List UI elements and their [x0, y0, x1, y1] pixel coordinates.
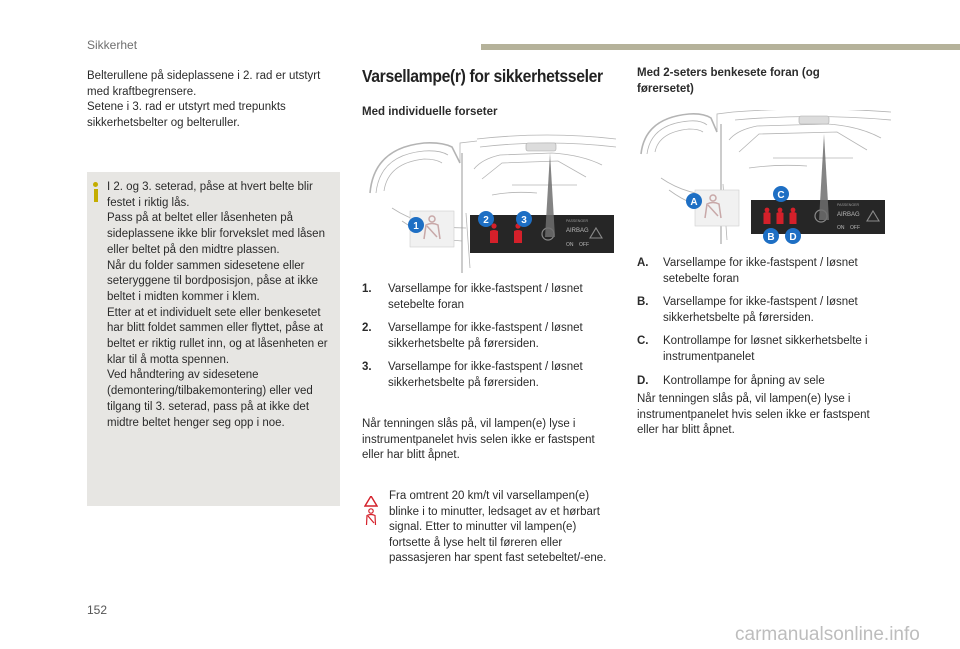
- marker-A-label: A: [690, 197, 698, 208]
- info-text: [107, 180, 339, 431]
- list-item: [362, 321, 607, 352]
- lamp-list-bench: [637, 256, 885, 397]
- intro-line-1: Belterullene på sideplassene i 2. rad er utstyrt med kraftbegrensere.: [87, 70, 321, 98]
- item-text: Kontrollampe for åpning av sele: [663, 374, 825, 387]
- marker-2-label: 2: [483, 215, 489, 226]
- subtitle-bench-seat: Med 2-seters benkesete foran (og førersetet): [637, 67, 820, 95]
- page-number: 152: [87, 603, 108, 617]
- panel-airbag-label: AIRBAG: [837, 212, 860, 218]
- info-line-5: Ved håndtering av sidesetene (demontering/tilbakemontering) eller ved tilgang til 3. seterad, pass på at ikke det midtre beltet henger seg opp i noe.: [107, 369, 313, 429]
- item-letter: A.: [637, 257, 649, 269]
- lamp-list-individual: [362, 282, 607, 400]
- header-accent-bar: [481, 44, 960, 50]
- dashboard-illustration: [362, 133, 616, 273]
- marker-D-label: D: [789, 232, 797, 243]
- panel-airbag-label: AIRBAG: [566, 228, 589, 234]
- item-letter: D.: [637, 374, 649, 387]
- section-title: Varsellampe(r) for sikkerhetsseler: [362, 66, 603, 86]
- panel-on-label: ON: [566, 242, 574, 248]
- item-text: Varsellampe for ikke-fastspent / løsnet setebelte foran: [663, 257, 858, 285]
- panel-on-label: ON: [837, 225, 845, 231]
- marker-3-label: 3: [521, 215, 527, 226]
- watermark: carmanualsonline.info: [735, 624, 920, 645]
- intro-text: [87, 69, 337, 131]
- item-text: Varsellampe for ikke-fastspent / løsnet sikkerhetsbelte på førersiden.: [388, 322, 583, 350]
- dashboard-figure-bench: [637, 110, 891, 244]
- item-text: Varsellampe for ikke-fastspent / løsnet setebelte foran: [388, 283, 583, 311]
- item-number: 1.: [362, 283, 372, 295]
- info-line-3: Når du folder sammen sidesetene eller seteryggene til bordposisjon, påse at ikke beltet i midten kommer i klem.: [107, 259, 318, 303]
- list-item: [362, 360, 607, 391]
- dashboard-illustration: [637, 110, 891, 244]
- intro-line-2: Setene i 3. rad er utstyrt med trepunkts sikkerhetsbelter og belteruller.: [87, 101, 286, 129]
- section-label: Sikkerhet: [87, 38, 138, 52]
- panel-off-label: OFF: [850, 225, 860, 231]
- seatbelt-warning-lights: [764, 208, 797, 224]
- list-item: [637, 334, 885, 365]
- list-item: [362, 282, 607, 313]
- item-text: Kontrollampe for løsnet sikkerhetsbelte i instrumentpanelet: [663, 335, 868, 363]
- dashboard-figure-individual: [362, 133, 616, 273]
- list-item: [637, 374, 885, 390]
- speed-warning-text: Fra omtrent 20 km/t vil varsellampen(e) blinke i to minutter, ledsaget av et hørbart signal. Etter to minutter vil lampen(e) fortsette å lyse helt til føreren eller passasjeren har spent fast setebeltet/-ene.: [389, 490, 607, 565]
- seatbelt-warning-icon: [364, 496, 378, 526]
- subtitle-individual-seats: Med individuelle forseter: [362, 106, 498, 118]
- info-line-4: Etter at et individuelt sete eller benkesetet har blitt foldet sammen eller flyttet, påse at beltet er riktig rullet inn, og at låsenheten er klar til å motta spennen.: [107, 306, 328, 366]
- item-letter: C.: [637, 335, 649, 348]
- marker-C-label: C: [777, 190, 785, 201]
- marker-B-label: B: [767, 232, 775, 243]
- item-number: 3.: [362, 361, 372, 374]
- info-icon: [92, 182, 98, 202]
- item-number: 2.: [362, 322, 372, 335]
- item-text: Varsellampe for ikke-fastspent / løsnet sikkerhetsbelte på førersiden.: [388, 361, 583, 389]
- marker-1-label: 1: [413, 221, 419, 232]
- info-line-2: Pass på at beltet eller låsenheten på sideplassene ikke blir forvekslet med låsen eller beltet på den midtre plassen.: [107, 212, 325, 256]
- panel-off-label: OFF: [579, 242, 589, 248]
- ignition-paragraph-bench: Når tenningen slås på, vil lampen(e) lyse i instrumentpanelet hvis selen ikke er fastspent eller har blitt åpnet.: [637, 393, 870, 437]
- panel-passenger-label: PASSENGER: [837, 203, 860, 207]
- info-line-1: I 2. og 3. seterad, påse at hvert belte blir festet i riktig lås.: [107, 181, 313, 209]
- panel-passenger-label: PASSENGER: [566, 219, 589, 223]
- info-box: [87, 172, 340, 506]
- item-text: Varsellampe for ikke-fastspent / løsnet sikkerhetsbelte på førersiden.: [663, 296, 858, 324]
- list-item: [637, 295, 885, 326]
- item-letter: B.: [637, 296, 649, 309]
- list-item: [637, 256, 885, 287]
- ignition-paragraph: Når tenningen slås på, vil lampen(e) lyse i instrumentpanelet hvis selen ikke er fastspent eller har blitt åpnet.: [362, 418, 595, 462]
